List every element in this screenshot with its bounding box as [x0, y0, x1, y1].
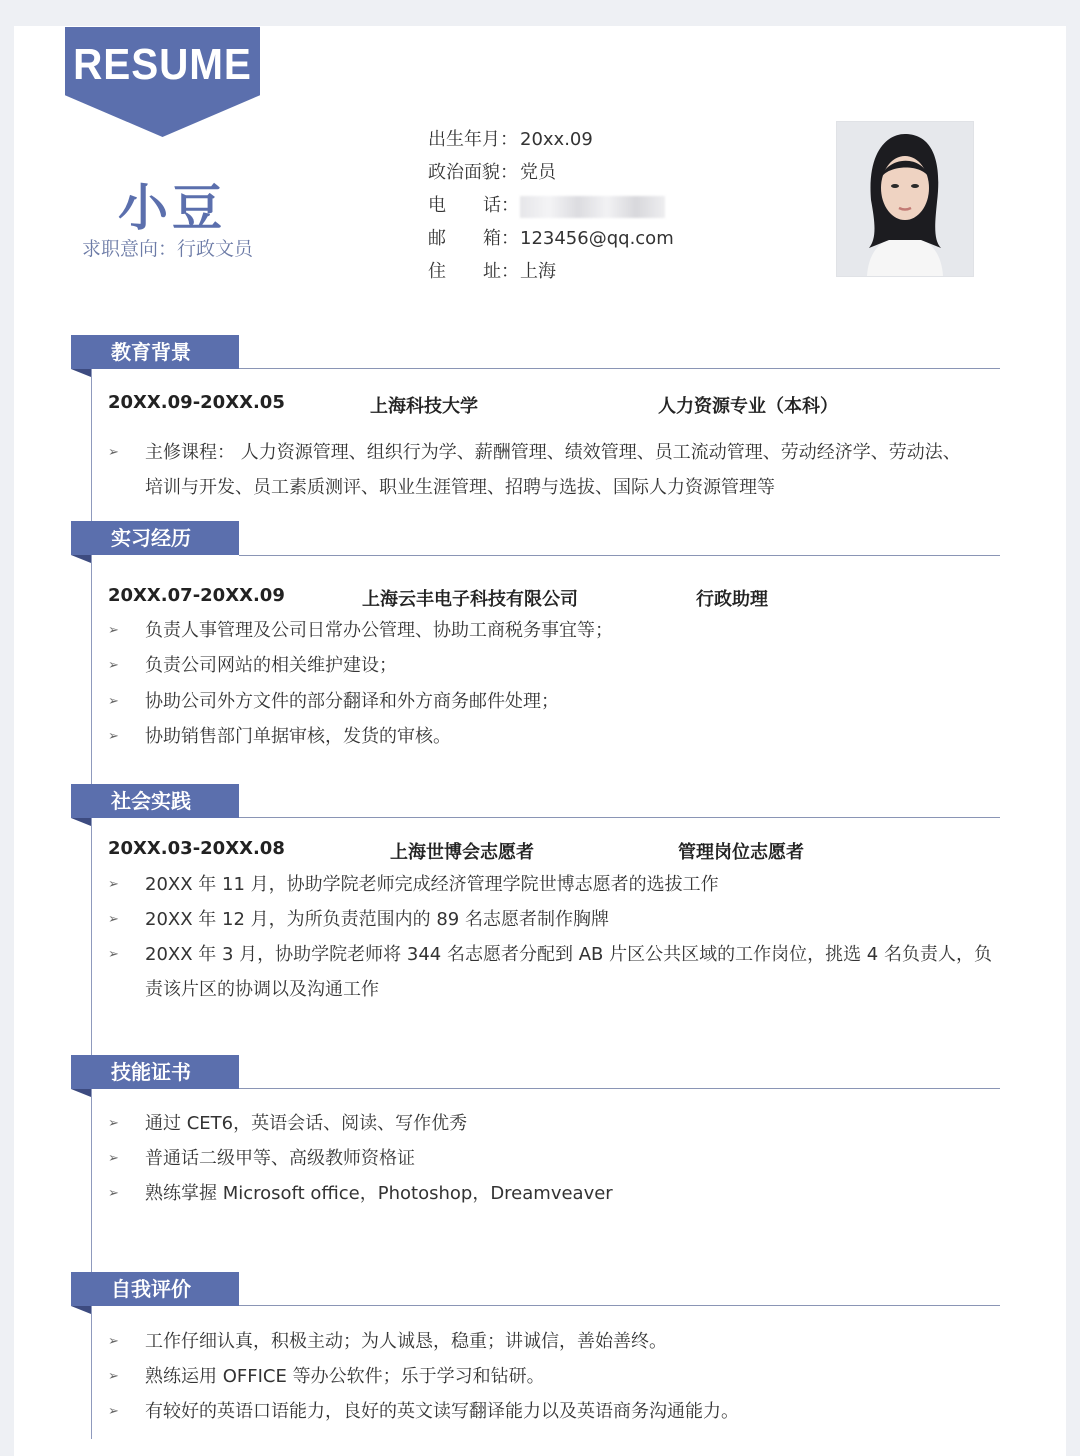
arrow-bullet-icon: ➢	[108, 1334, 119, 1349]
candidate-name: 小豆	[118, 179, 226, 237]
practice-org: 上海世博会志愿者	[390, 842, 534, 863]
arrow-bullet-icon: ➢	[108, 694, 119, 709]
job-intent-value: 行政文员	[177, 238, 254, 260]
arrow-bullet-icon: ➢	[108, 1404, 119, 1419]
internship-role: 行政助理	[696, 589, 768, 610]
section-skills-rule	[239, 1088, 1000, 1089]
section-practice-title: 社会实践	[71, 784, 239, 818]
arrow-bullet-icon: ➢	[108, 1151, 119, 1166]
internship-company: 上海云丰电子科技有限公司	[362, 589, 578, 610]
portrait-photo	[836, 121, 974, 277]
arrow-bullet-icon: ➢	[108, 658, 119, 673]
arrow-bullet-icon: ➢	[108, 1186, 119, 1201]
personal-info	[428, 126, 674, 291]
internship-period: 20XX.07-20XX.09	[108, 585, 285, 606]
arrow-bullet-icon: ➢	[108, 623, 119, 638]
arrow-bullet-icon: ➢	[108, 729, 119, 744]
arrow-bullet-icon: ➢	[108, 912, 119, 927]
arrow-bullet-icon: ➢	[108, 445, 119, 460]
section-skills-title: 技能证书	[71, 1055, 239, 1089]
section-internship-rule	[239, 555, 1000, 556]
practice-period: 20XX.03-20XX.08	[108, 838, 285, 859]
practice-role: 管理岗位志愿者	[678, 842, 804, 863]
arrow-bullet-icon: ➢	[108, 1116, 119, 1131]
arrow-bullet-icon: ➢	[108, 947, 119, 962]
info-politics: 政治面貌： 党员	[428, 162, 556, 183]
info-birth: 出生年月： 20xx.09	[428, 129, 593, 150]
section-self-rule	[239, 1305, 1000, 1306]
info-email: 邮 箱： 123456@qq.com	[428, 228, 674, 249]
education-major: 人力资源专业（本科）	[658, 396, 838, 417]
arrow-bullet-icon: ➢	[108, 1369, 119, 1384]
education-period: 20XX.09-20XX.05	[108, 392, 285, 413]
section-education-title: 教育背景	[71, 335, 239, 369]
arrow-bullet-icon: ➢	[108, 877, 119, 892]
section-practice-rule	[239, 817, 1000, 818]
education-school: 上海科技大学	[370, 396, 478, 417]
section-internship-title: 实习经历	[71, 521, 239, 555]
section-education-rule	[239, 368, 1000, 369]
phone-blurred	[520, 196, 665, 218]
section-self-title: 自我评价	[71, 1272, 239, 1306]
job-intent-label: 求职意向：	[82, 238, 178, 260]
info-phone: 电 话：	[428, 192, 674, 225]
resume-banner-title: RESUME	[73, 40, 252, 89]
job-intent	[82, 234, 253, 261]
info-address: 住 址： 上海	[428, 261, 556, 282]
